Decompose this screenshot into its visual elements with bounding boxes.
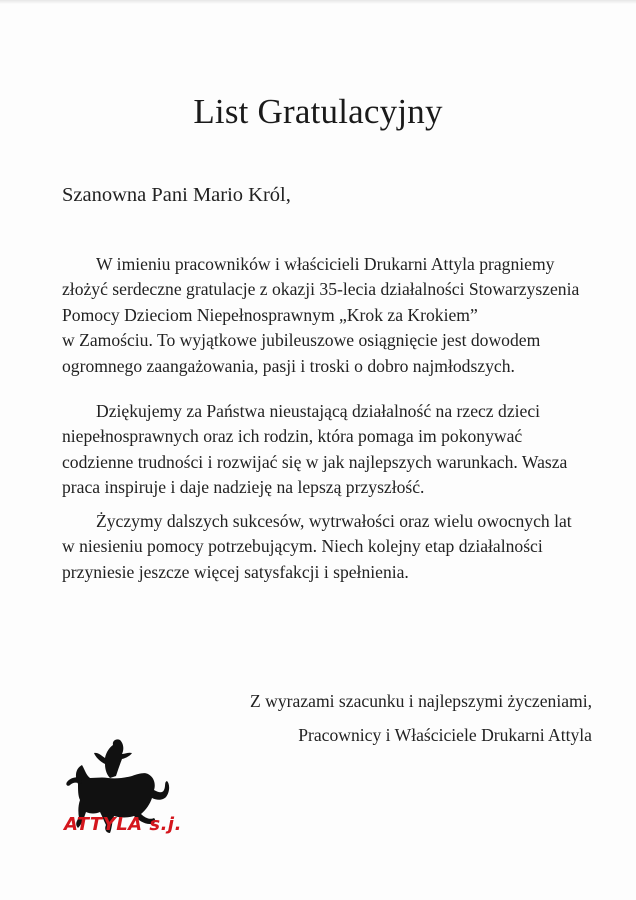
paragraph-1 <box>62 252 592 379</box>
paragraph-line: w Zamościu. To wyjątkowe jubileuszowe osiągnięcie jest dowodem <box>62 330 541 351</box>
paragraph-line: niepełnosprawnych oraz ich rodzin, która pomaga im pokonywać <box>62 426 523 447</box>
paragraph-line: Dziękujemy za Państwa nieustającą działalność na rzecz dzieci <box>96 401 541 421</box>
closing <box>250 684 592 752</box>
paragraph-line: ogromnego zaangażowania, pasji i troski o dobro najmłodszych. <box>62 355 515 376</box>
closing-line: Z wyrazami szacunku i najlepszymi życzeniami, <box>250 691 592 711</box>
signature-line: Pracownicy i Właściciele Drukarni Attyla <box>298 725 592 745</box>
paragraph-line: Pomocy Dzieciom Niepełnosprawnym „Krok za Krokiem” <box>62 304 478 325</box>
paragraph-line: przyniesie jeszcze więcej satysfakcji i spełnienia. <box>62 561 409 582</box>
paragraph-line: praca inspiruje i daje nadzieję na lepszą przyszłość. <box>62 477 425 498</box>
salutation: Szanowna Pani Mario Król, <box>62 184 291 206</box>
paragraph-line: złożyć serdeczne gratulacje z okazji 35-lecia działalności Stowarzyszenia <box>62 279 580 300</box>
paragraph-line: W imieniu pracowników i właścicieli Drukarni Attyla pragniemy <box>96 254 555 274</box>
paragraph-line: Życzymy dalszych sukcesów, wytrwałości oraz wielu owocnych lat <box>96 511 572 531</box>
scan-edge <box>0 0 636 4</box>
letter-title: List Gratulacyjny <box>193 92 443 131</box>
paragraph-line: w niesieniu pomocy potrzebującym. Niech kolejny etap działalności <box>62 536 543 557</box>
paragraph-3 <box>62 509 592 585</box>
paragraph-line: codzienne trudności i rozwijać się w jak najlepszych warunkach. Wasza <box>62 451 568 472</box>
logo-text: ATTYLA s.j. <box>64 814 182 835</box>
paragraph-2 <box>62 399 592 501</box>
